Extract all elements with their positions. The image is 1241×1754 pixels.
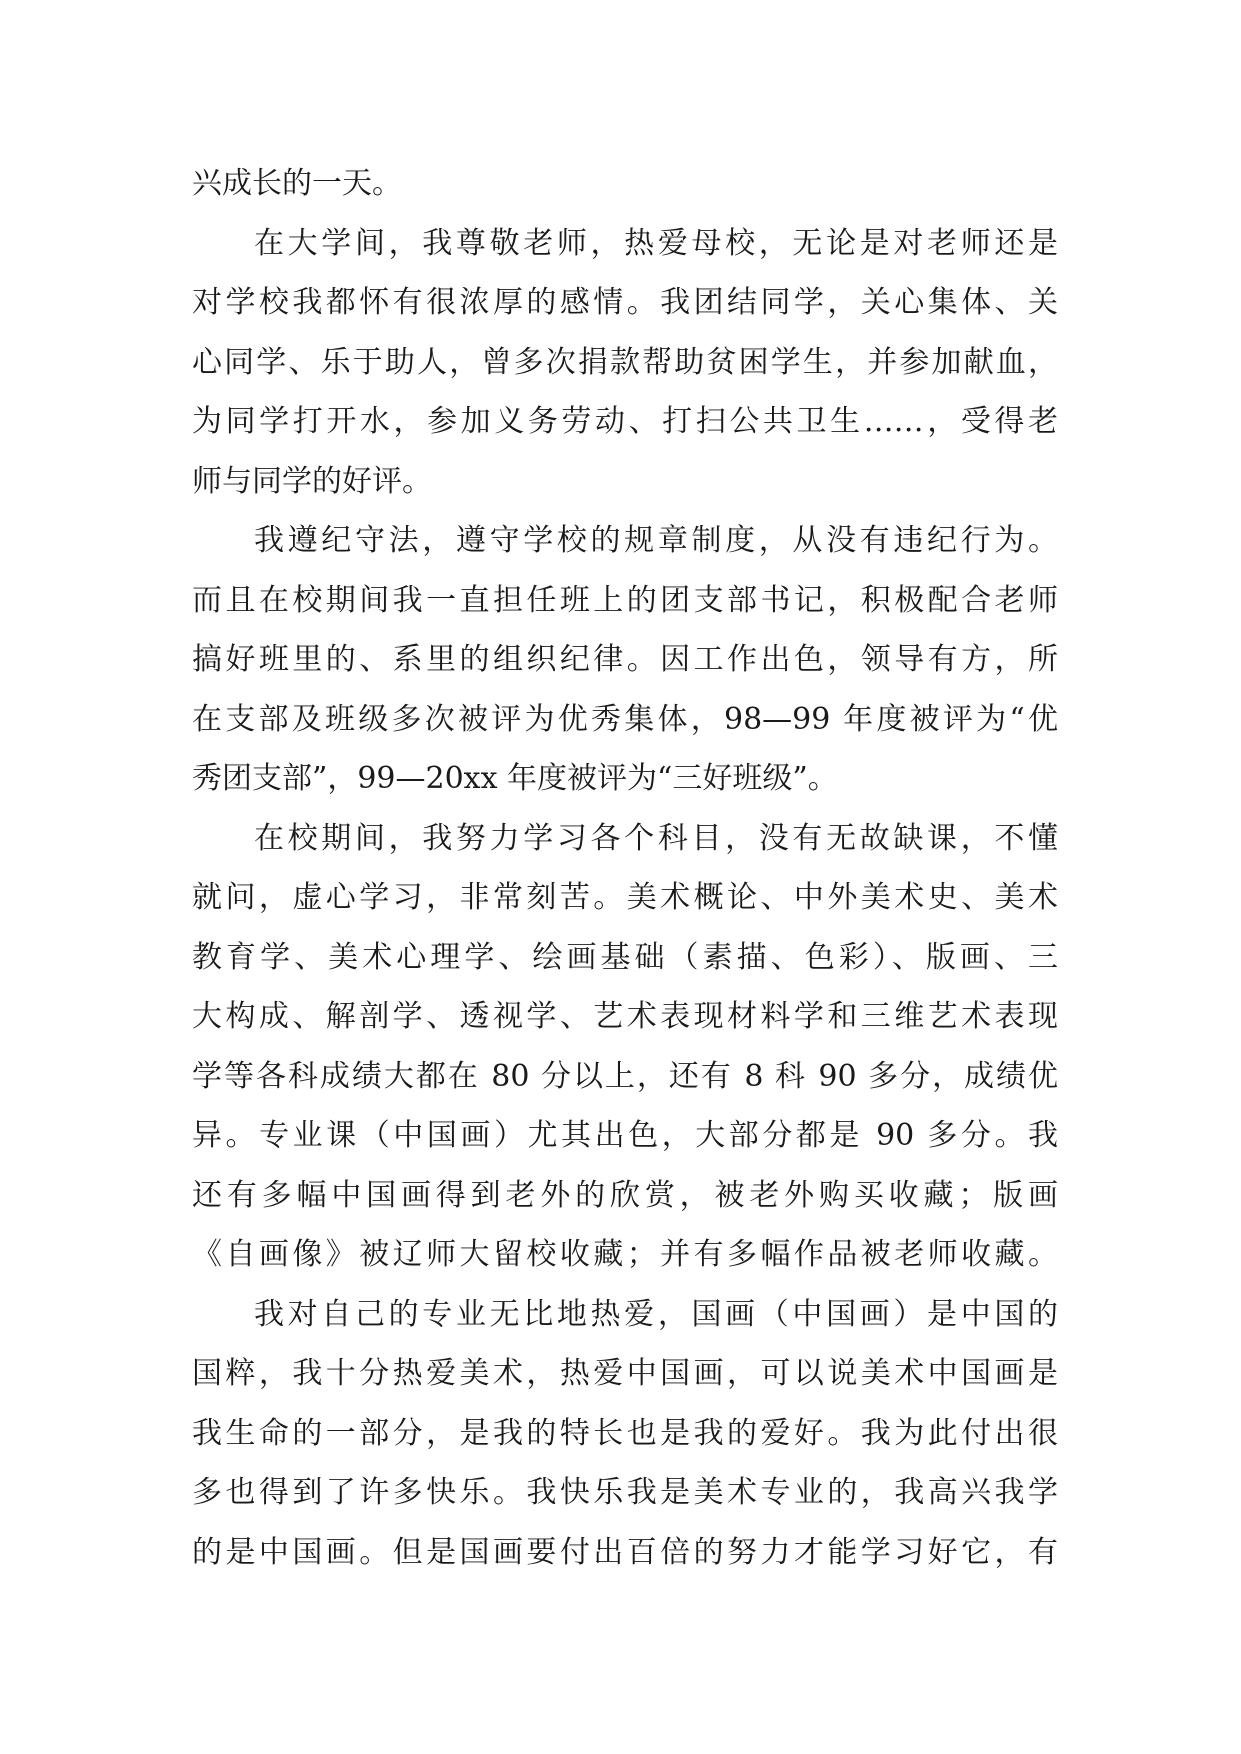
text-line: 而且在校期间我一直担任班上的团支部书记，积极配合老师: [192, 582, 1058, 618]
text-line: 学等各科成绩大都在 80 分以上，还有 8 科 90 多分，成绩优: [192, 1058, 1058, 1094]
text-line: 我对自己的专业无比地热爱，国画（中国画）是中国的: [254, 1296, 1058, 1332]
text-line: 的是中国画。但是国画要付出百倍的努力才能学习好它，有: [192, 1534, 1058, 1570]
text-line: 《自画像》被辽师大留校收藏；并有多幅作品被老师收藏。: [192, 1237, 1058, 1272]
text-line: 异。专业课（中国画）尤其出色，大部分都是 90 多分。我: [192, 1118, 1058, 1153]
text-line: 心同学、乐于助人，曾多次捐款帮助贫困学生，并参加献血，: [192, 344, 1058, 380]
text-line: 还有多幅中国画得到老外的欣赏，被老外购买收藏；版画: [192, 1177, 1058, 1213]
text-line: 大构成、解剖学、透视学、艺术表现材料学和三维艺术表现: [192, 999, 1058, 1034]
text-line: 我生命的一部分，是我的特长也是我的爱好。我为此付出很: [192, 1415, 1058, 1451]
text-line: 教育学、美术心理学、绘画基础（素描、色彩）、版画、三: [192, 939, 1058, 975]
text-line: 搞好班里的、系里的组织纪律。因工作出色，领导有方，所: [192, 642, 1058, 677]
text-line: 在大学间，我尊敬老师，热爱母校，无论是对老师还是: [254, 225, 1058, 261]
text-line: 为同学打开水，参加义务劳动、打扫公共卫生……，受得老: [192, 404, 1058, 439]
text-line: 在校期间，我努力学习各个科目，没有无故缺课，不懂: [254, 820, 1058, 856]
text-line: 在支部及班级多次被评为优秀集体，98—99 年度被评为“优: [192, 701, 1058, 737]
text-line: 多也得到了许多快乐。我快乐我是美术专业的，我高兴我学: [192, 1475, 1058, 1510]
text-line: 我遵纪守法，遵守学校的规章制度，从没有违纪行为。: [254, 523, 1058, 558]
text-line: 兴成长的一天。: [192, 166, 402, 201]
text-line: 对学校我都怀有很浓厚的感情。我团结同学，关心集体、关: [192, 285, 1058, 320]
body-text: [192, 154, 1058, 1582]
text-line: 国粹，我十分热爱美术，热爱中国画，可以说美术中国画是: [192, 1356, 1058, 1391]
text-line: 秀团支部”，99—20xx 年度被评为“三好班级”。: [192, 761, 838, 796]
text-line: 师与同学的好评。: [192, 463, 432, 499]
text-line: 就问，虚心学习，非常刻苦。美术概论、中外美术史、美术: [192, 880, 1058, 915]
